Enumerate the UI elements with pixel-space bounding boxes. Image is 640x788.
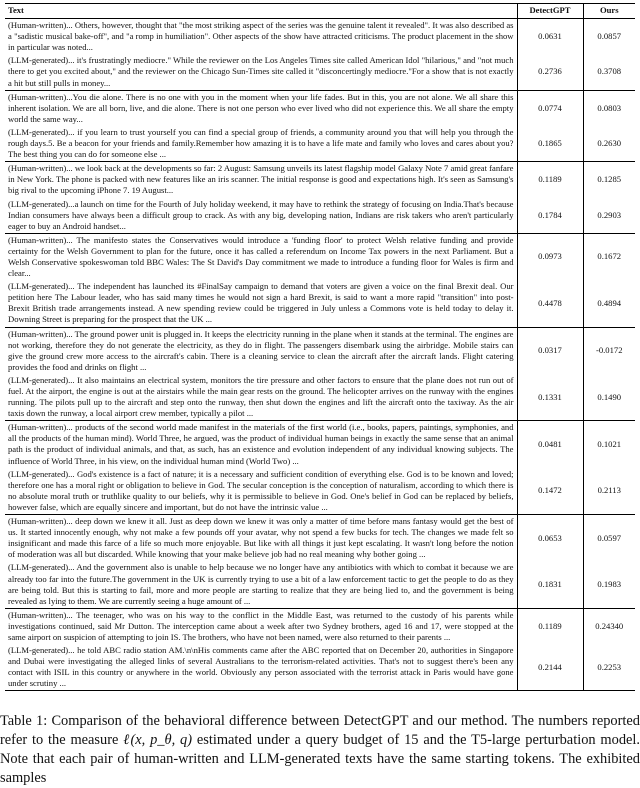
row-text: (LLM-generated)... The independent has launched its #FinalSay campaign to demand that voters are given a voice on the final Brexit deal. Our petition here The Labour leader, who has said many times he would not sign a hard Brexit, is said to want a more rapid "transition" into post-Brexit British trade arrangements instead. A new spending review could be triggered in July unless a Commons vote is held today to delay it. Downing Street is preparing for the prospect that the UK ... (8, 281, 514, 325)
table-row (5, 644, 635, 691)
caption-text-after: estimated under a query budget of 15 and the T5-large perturbation model. Note that each pair of human-written and LLM-generated texts have the same starting tokens. The exhibited samples (0, 732, 640, 786)
row-text: (LLM-generated)... he told ABC radio station AM.\n\nHis comments came after the ABC reported that on December 20, authorities in Singapore and Dubai were investigating the alleged links of several Australians to the terrorism-related activities. That's not to suggest there's been any contact with ISIL in this country or anywhere in the world. Obviously any person associated with the terrorist attack in Paris would have gone under scrutiny ... (5, 644, 517, 691)
ours-score: 0.0597 (583, 515, 635, 562)
row-text: (Human-written)... we look back at the developments so far: 2 August: Samsung unveils its latest flagship model Galaxy Note 7 amid great fanfare in New York. The phone is packed with new features like an iris scanner. The initial response is good and expectations high. It's seen as Samsung's big rival to the upcoming iPhone 7. 19 August... (5, 162, 517, 198)
table-row (5, 198, 635, 234)
ours-score: 0.24340 (583, 608, 635, 644)
comparison-table (5, 3, 635, 691)
table-row (5, 608, 635, 644)
table-row (5, 126, 635, 162)
table-row (5, 280, 635, 327)
detectgpt-score: 0.2736 (517, 54, 583, 90)
row-text: (LLM-generated)... God's existence is a fact of nature; it is a necessary and sufficient condition of everything else. God is to be known and loved; therefore one has a moral right or obligation to believe in God. The secular conception is the conception of naturalism, according to which there is no absolute moral truth or truthlike quality to our beliefs, why it is permissible to believe in God. One's belief in God can be replaced by beliefs, however false, which are equally sincere and important, but do not have the intrinsic value ... (8, 468, 514, 512)
table-row (5, 421, 635, 468)
table-row (5, 54, 635, 90)
table-row (5, 468, 635, 515)
table-row (5, 19, 635, 55)
detectgpt-score: 0.2144 (517, 644, 583, 691)
row-text: (LLM-generated)... And the government also is unable to help because we no longer have any antibiotics with which to combat it because we are already too far into the future.The government in the UK is currently trying to use a bit of a law enforcement tactic to get the people to do as they are being told. But this is starting to fail, more and more people are starting to realize that they are being lied to, and the government is being revealed as lying to them. We are currently seeing a huge amount of ... (8, 562, 514, 606)
ours-score: 0.1021 (583, 421, 635, 468)
detectgpt-score: 0.1784 (517, 198, 583, 234)
detectgpt-score: 0.0481 (517, 421, 583, 468)
caption-math: ℓ(x, p_θ, q) (123, 732, 192, 748)
ours-score: 0.2903 (583, 198, 635, 234)
row-text: (LLM-generated)... if you learn to trust yourself you can find a special group of friends, a community around you that will help you through the rough days.5. Be a beacon for your friends and family.Remember how amazing it is to have a life mate and family who loves and cares about you? The best thing you can do for someone else ... (8, 126, 514, 160)
row-text: (Human-written)... Others, however, thought that "the most striking aspect of the series was the genuine talent it revealed". It was also described as a "sadistic musical bake-off", and "a romp in humiliation". Other aspects of the show have attracted criticisms. The product placement in the show in particular was noted... (8, 20, 514, 53)
row-text: (Human-written)... products of the second world made manifest in the materials of the first world (i.e., books, papers, paintings, symphonies, and all the products of the human mind). World Three, he argued, was the product of individual human beings in exactly the same sense that an animal path is the product of individual animals, and that, as such, has an existence and evolution independent of any individual knowing subjects. The influence of World Three, in his view, on the individual human mind (World Two) ... (5, 421, 517, 468)
row-text: (Human-written)... deep down we knew it all. Just as deep down we knew it was only a matter of time before mans fantasy would get the best of us. It started innocently enough, why not make a few pounds off your avatar, why not spend a few bucks for tech. The changes we made felt so insignificant and made this farce of a life so much more enjoyable. But like with all things it just kept escalating. It wasn't long before the notion of moderation was all but discarded. While knowing that your make believe job had no real meaning why bother going ... (5, 515, 517, 562)
ours-score: 0.3708 (583, 54, 635, 90)
table-row (5, 233, 635, 280)
ours-score: 0.1490 (583, 374, 635, 421)
table-row (5, 561, 635, 608)
table-row (5, 515, 635, 562)
ours-score: 0.2113 (583, 468, 635, 515)
row-text: (Human-written)... The teenager, who was on his way to the conflict in the Middle East, was returned to the custody of his parents while investigations continued, said Mr Dutton. The interception came about a week after two Sydney brothers, aged 16 and 17, were stopped at the same airport on suspicion of attempting to join IS. The brothers, who have not been named, were also returned to their parents ... (5, 608, 517, 644)
detectgpt-score: 0.1865 (517, 126, 583, 162)
detectgpt-score: 0.1189 (517, 162, 583, 198)
ours-score: -0.0172 (583, 327, 635, 374)
detectgpt-score: 0.1189 (517, 608, 583, 644)
row-text: (Human-written)... The ground power unit is plugged in. It keeps the electricity running in the plane when it stands at the terminal. The engines are not working, therefore they do not generate the electricity, as they do in flight. The passengers disembark using the airbridge. Mobile stairs can give the ground crew more access to the aircraft's cabin. There is a cleaning service to clean the aircraft after the aircraft lands. Flight catering provides the food and drinks on flight ... (5, 327, 517, 374)
detectgpt-score: 0.0973 (517, 233, 583, 280)
table-caption (0, 712, 640, 788)
table-body (5, 19, 635, 691)
ours-score: 0.0857 (583, 19, 635, 55)
ours-score: 0.2253 (583, 644, 635, 691)
detectgpt-score: 0.1831 (517, 561, 583, 608)
table-row (5, 162, 635, 198)
detectgpt-score: 0.1331 (517, 374, 583, 421)
header-detectgpt: DetectGPT (517, 4, 583, 19)
ours-score: 0.0803 (583, 90, 635, 126)
caption-text-before: Table 1: Comparison of the behavioral difference between DetectGPT and our method. The numbers reported refer to the measure (0, 713, 640, 748)
row-text: (Human-written)... The manifesto states the Conservatives would introduce a 'funding floor' to protect Welsh relative funding and provide certainty for the Welsh Government to plan for the future, once it has called a referendum on Income Tax powers in the next Parliament. But a Welsh Conservative spokeswoman told BBC Wales: The St David's Day commitment we made to introduce a funding floor for Wales is firm and clear... (5, 233, 517, 280)
detectgpt-score: 0.1472 (517, 468, 583, 515)
ours-score: 0.1285 (583, 162, 635, 198)
header-text: Text (5, 4, 517, 19)
detectgpt-score: 0.0653 (517, 515, 583, 562)
header-ours: Ours (583, 4, 635, 19)
detectgpt-score: 0.4478 (517, 280, 583, 327)
ours-score: 0.2630 (583, 126, 635, 162)
row-text: (LLM-generated)... it's frustratingly mediocre." While the reviewer on the Los Angeles Times site called American Idol "hilarious," and "not much there to get you excited about," and the reviewer on the Chicago Sun-Times site called it "disconcertingly mediocre."For a show that is not exactly a hit but still pulls in money... (8, 55, 514, 88)
ours-score: 0.1983 (583, 561, 635, 608)
detectgpt-score: 0.0774 (517, 90, 583, 126)
table-row (5, 90, 635, 126)
table-row (5, 327, 635, 374)
row-text: (LLM-generated)...a launch on time for the Fourth of July holiday weekend, it may have to rethink the strategy of focusing on India.That's because Indian consumers have always been a difficult group to crack. As with any big, developing nation, Indians are risk takers who aren't particularly eager to buy an Android handset... (8, 198, 514, 231)
ours-score: 0.4894 (583, 280, 635, 327)
detectgpt-score: 0.0317 (517, 327, 583, 374)
row-text: (LLM-generated)... It also maintains an electrical system, monitors the tire pressure and other factors to ensure that the plane does not run out of fuel. At the airport, the engine is out at the airstairs while the main gear rests on the ground. The helicopter arrives on the runway with the engines running. The pilots pull up to the aircraft and step onto the runway, then shut down the engines and lift the aircraft onto the taxiway. As the air taxis down the runway, a local airport crew member, typically a pilot ... (8, 374, 514, 419)
detectgpt-score: 0.0631 (517, 19, 583, 55)
ours-score: 0.1672 (583, 233, 635, 280)
table-row (5, 374, 635, 421)
table-header-row (5, 4, 635, 19)
row-text: (Human-written)...You die alone. There is no one with you in the moment when your life fades. But in this, you are not alone. We all share this inherent isolation. We are all born, live, and die alone. There is not one person who ever lived who did not experience this. We all share the empty world the same way... (5, 90, 517, 126)
